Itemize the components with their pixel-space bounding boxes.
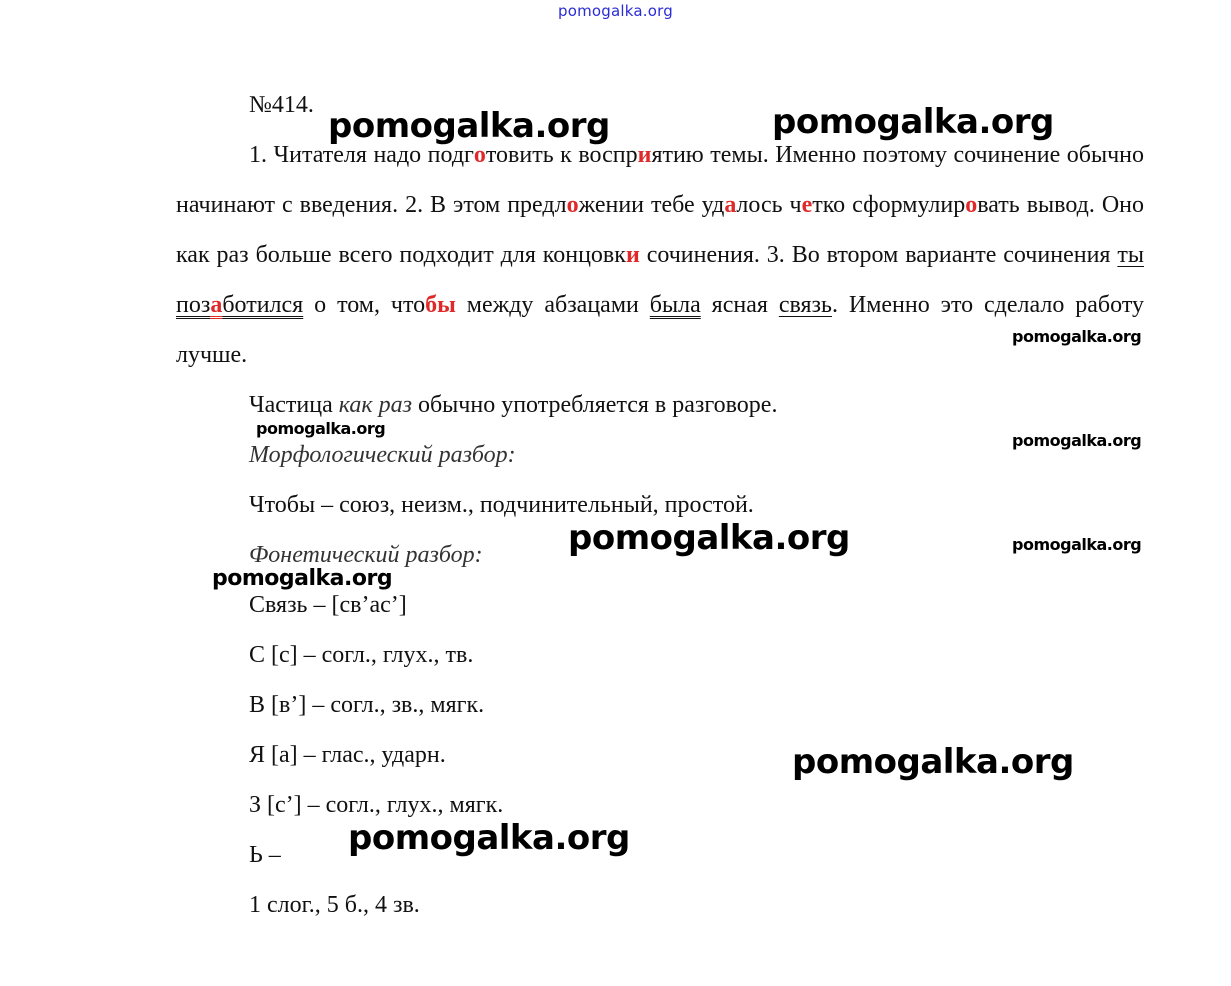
phon-line: С [с] – согл., глух., тв. (249, 642, 474, 668)
watermark: pomogalka.org (1012, 535, 1142, 554)
watermark: pomogalka.org (792, 742, 1074, 782)
exercise-number: №414. (249, 92, 314, 118)
morph-text: Чтобы – союз, неизм., подчинительный, простой. (249, 492, 754, 518)
paragraph-text: вать вывод. Оно как раз больше всего подходит для концовк (176, 192, 1144, 268)
exercise-page (176, 80, 1144, 930)
watermark: pomogalka.org (328, 106, 610, 146)
double-underlined-word: поз (176, 292, 211, 318)
particle-italic: как раз (338, 392, 412, 418)
watermark: pomogalka.org (212, 566, 393, 591)
highlighted-letter: и (637, 142, 652, 168)
paragraph-text: . Именно это сделало работу лучше. (176, 292, 1144, 368)
paragraph-text: лось ч (736, 192, 802, 218)
watermark: pomogalka.org (568, 518, 850, 558)
highlighted-letter: о (965, 192, 978, 218)
highlighted-letter: и (625, 242, 640, 268)
watermark: pomogalka.org (1012, 431, 1142, 450)
watermark: pomogalka.org (1012, 327, 1142, 346)
phon-line: 1 слог., 5 б., 4 зв. (249, 892, 420, 918)
highlighted-letter: о (566, 192, 579, 218)
paragraph-text: ятию темы. Именно поэтому сочинение обычно начинают с введения. 2. В этом предл (176, 142, 1144, 218)
watermark: pomogalka.org (772, 102, 1054, 142)
highlighted-letter: а (210, 292, 223, 318)
particle-line-after: обычно употребляется в разговоре. (411, 392, 778, 418)
watermark: pomogalka.org (348, 818, 630, 858)
paragraph-text: между абзацами (455, 292, 650, 318)
paragraph-text: сочинения. 3. Во втором варианте сочинения (639, 242, 1118, 268)
underlined-word: ты (1117, 242, 1144, 268)
paragraph-text: жении тебе уд (578, 192, 725, 218)
paragraph-text: товить к воспр (485, 142, 638, 168)
paragraph-text: 1. Читателя надо подг (249, 142, 474, 168)
double-underlined-word: была (649, 292, 701, 318)
highlighted-letter: бы (425, 292, 456, 318)
double-underlined-word: ботился (222, 292, 304, 318)
morph-title: Морфологический разбор: (249, 442, 516, 468)
underlined-word: связь (778, 292, 832, 318)
highlighted-letter: е (801, 192, 813, 218)
exercise-paragraph (176, 130, 1144, 380)
watermark: pomogalka.org (256, 419, 386, 438)
highlighted-letter: а (724, 192, 737, 218)
site-link-header[interactable]: pomogalka.org (558, 2, 673, 20)
phon-line: З [с’] – согл., глух., мягк. (249, 792, 504, 818)
paragraph-text: ясная (700, 292, 779, 318)
particle-line-before: Частица (249, 392, 339, 418)
phon-title: Фонетический разбор: (249, 542, 483, 568)
phon-line: Ь – (249, 842, 281, 868)
phon-line: Связь – [св’ас’] (249, 592, 407, 618)
paragraph-text: о том, что (303, 292, 426, 318)
phon-line: В [в’] – согл., зв., мягк. (249, 692, 485, 718)
phon-line: Я [а] – глас., ударн. (249, 742, 446, 768)
highlighted-letter: о (473, 142, 486, 168)
paragraph-text: тко сформулир (812, 192, 966, 218)
